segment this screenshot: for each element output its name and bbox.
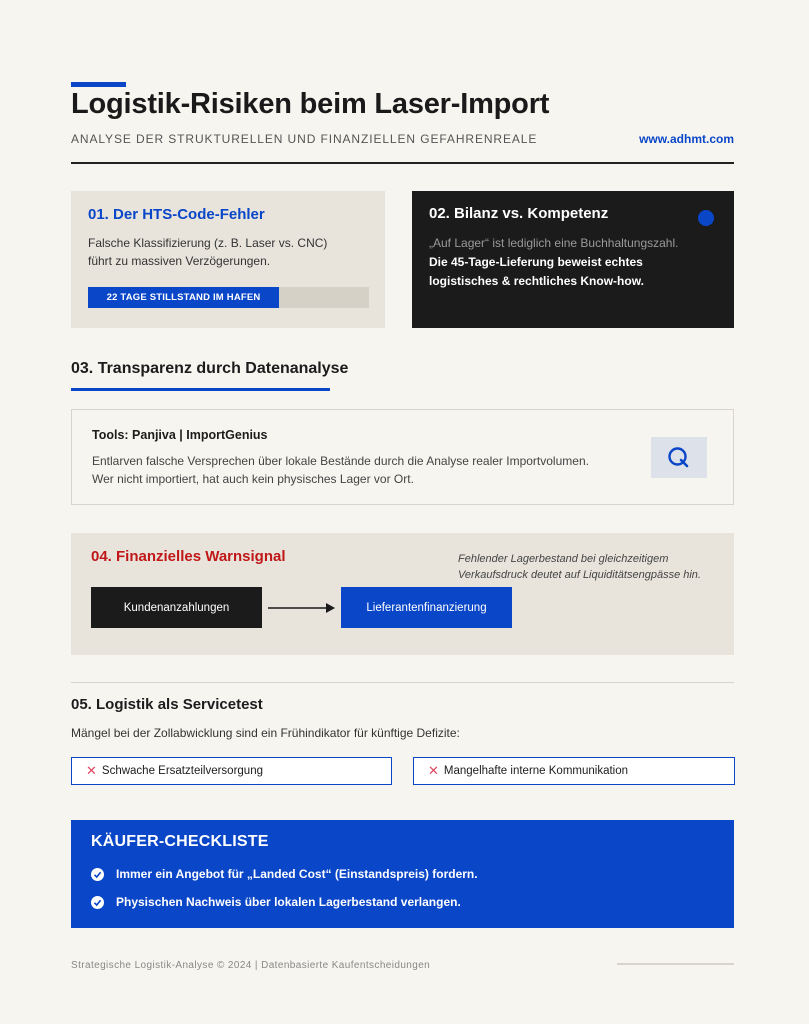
finance-warning-heading: 04. Finanzielles Warnsignal — [91, 548, 286, 565]
hts-code-heading: 01. Der HTS-Code-Fehler — [88, 206, 265, 223]
checklist-item — [91, 895, 714, 909]
deficit-item-label: Mangelhafte interne Kommunikation — [443, 765, 629, 777]
checklist-list — [91, 867, 714, 909]
cross-icon: ✕ — [86, 763, 97, 778]
servicetest-subtitle: Mängel bei der Zollabwicklung sind ein Frühindikator für künftige Defizite: — [71, 726, 460, 740]
check-circle-icon — [91, 868, 104, 881]
bilanz-bold-line-2: logistisches & rechtliches Know-how. — [429, 274, 644, 288]
transparenz-underline — [71, 388, 330, 391]
footer-text: Strategische Logistik-Analyse © 2024 | Datenbasierte Kaufentscheidungen — [71, 960, 431, 971]
hts-code-line-1: Falsche Klassifizierung (z. B. Laser vs. CNC) — [88, 236, 328, 250]
hts-code-description — [88, 234, 368, 270]
delay-progress-fill: 22 TAGE STILLSTAND IM HAFEN — [88, 287, 279, 308]
check-circle-icon — [91, 896, 104, 909]
header-divider — [71, 162, 734, 164]
bilanz-quote: „Auf Lager“ ist lediglich eine Buchhaltungszahl. — [429, 236, 679, 250]
tools-description — [92, 452, 713, 488]
header-accent-bar — [71, 82, 126, 87]
tools-label: Tools: Panjiva | ImportGenius — [92, 428, 268, 442]
finance-note-line-1: Fehlender Lagerbestand bei gleichzeitigem — [458, 553, 669, 565]
cross-icon: ✕ — [428, 763, 439, 778]
flow-lieferantenfinanzierung: Lieferantenfinanzierung — [341, 587, 512, 628]
bilanz-bold-line-1: Die 45-Tage-Lieferung beweist echtes — [429, 255, 643, 269]
page-title: Logistik-Risiken beim Laser-Import — [71, 88, 550, 120]
delay-progress-track — [88, 287, 369, 308]
flow-kundenanzahlungen: Kundenanzahlungen — [91, 587, 262, 628]
checklist-item-label: Physischen Nachweis über lokalen Lagerbestand verlangen. — [116, 895, 461, 909]
page-subtitle: ANALYSE DER STRUKTURELLEN UND FINANZIELLEN GEFAHRENREALE — [71, 132, 538, 146]
checklist-heading: KÄUFER-CHECKLISTE — [91, 833, 269, 850]
finance-warning-card — [71, 533, 734, 655]
deficit-item-kommunikation — [413, 757, 735, 785]
website-link[interactable]: www.adhmt.com — [639, 132, 734, 146]
tools-line-2: Wer nicht importiert, hat auch kein physisches Lager vor Ort. — [92, 472, 414, 486]
servicetest-heading: 05. Logistik als Servicetest — [71, 696, 263, 713]
bilanz-heading: 02. Bilanz vs. Kompetenz — [429, 205, 609, 222]
hts-code-card — [71, 191, 385, 328]
section-divider — [71, 682, 734, 683]
checklist-item-label: Immer ein Angebot für „Landed Cost“ (Einstandspreis) fordern. — [116, 867, 478, 881]
buyer-checklist — [71, 820, 734, 928]
blue-dot-icon — [698, 210, 714, 226]
deficit-item-ersatzteile — [71, 757, 392, 785]
search-icon-box — [651, 437, 707, 478]
checklist-item — [91, 867, 714, 881]
transparenz-heading: 03. Transparenz durch Datenanalyse — [71, 360, 349, 377]
hts-code-line-2: führt zu massiven Verzögerungen. — [88, 254, 271, 268]
search-icon — [666, 445, 692, 471]
bilanz-card — [412, 191, 734, 328]
footer-divider — [617, 963, 734, 965]
tools-card — [71, 409, 734, 505]
arrow-right-icon — [268, 602, 336, 614]
finance-note-line-2: Verkaufsdruck deutet auf Liquiditätsengpässe hin. — [458, 569, 701, 581]
deficit-item-label: Schwache Ersatzteilversorgung — [101, 765, 263, 777]
tools-line-1: Entlarven falsche Versprechen über lokale Bestände durch die Analyse realer Importvolumen. — [92, 454, 589, 468]
finance-warning-note — [458, 551, 701, 583]
